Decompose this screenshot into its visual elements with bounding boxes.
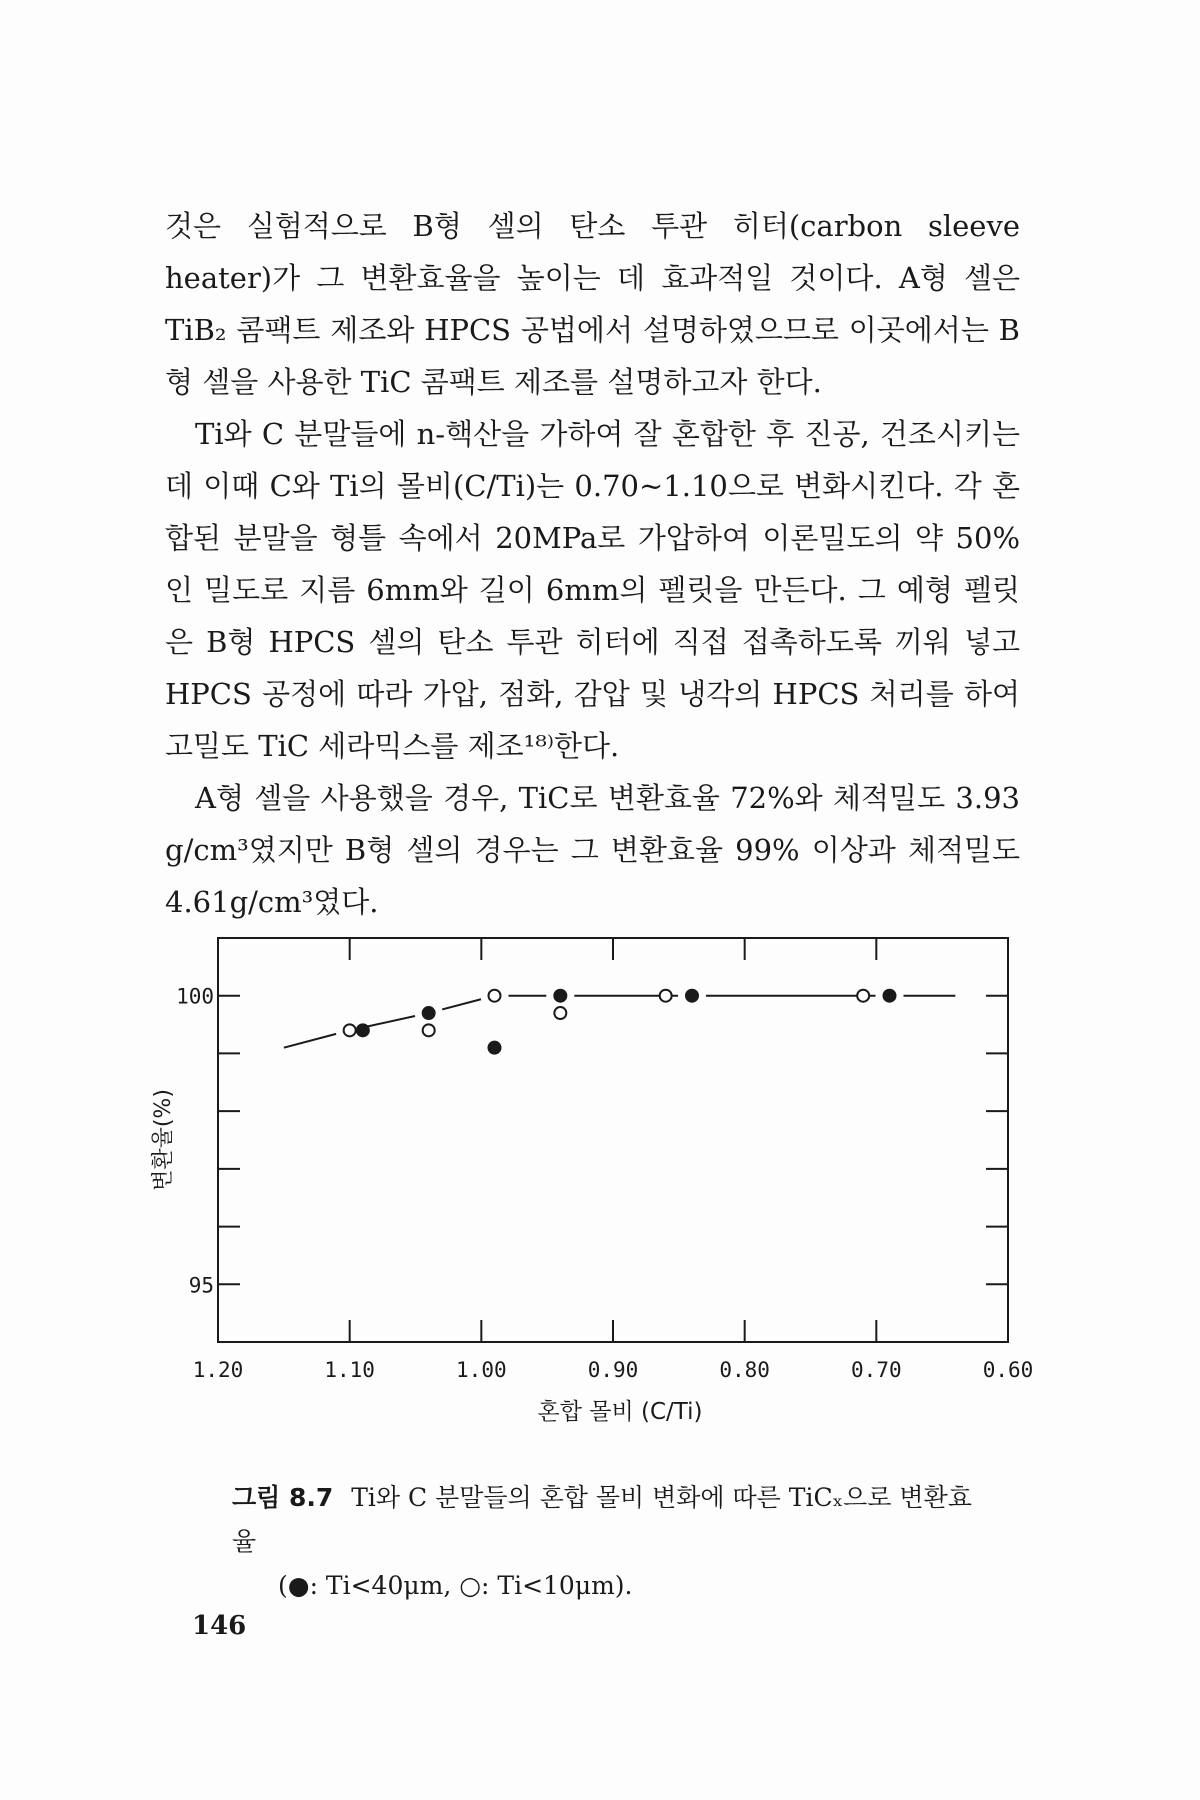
trend-segment (363, 1016, 415, 1027)
paragraph: 것은 실험적으로 B형 셀의 탄소 투관 히터(carbon sleeve heater)가 그 변환효율을 높이는 데 효과적일 것이다. A형 셀은 TiB₂ 콤팩트 제조와 HPCS 공법에서 설명하였으므로 이곳에서는 B형 셀을 사용한 TiC 콤팩트 제조를 설명하고자 한다. (165, 209, 1020, 399)
point-ti-lt-40um (423, 1007, 435, 1019)
x-tick-label: 0.90 (587, 1358, 639, 1382)
x-tick-label: 0.70 (851, 1358, 902, 1382)
point-ti-lt-10um (857, 990, 869, 1002)
data-points (344, 990, 896, 1054)
x-tick-label: 0.60 (982, 1358, 1034, 1382)
caption-label: 그림 8.7 (232, 1483, 334, 1512)
caption-legend: (●: Ti<40μm, ○: Ti<10μm). (278, 1571, 633, 1600)
point-ti-lt-10um (344, 1024, 356, 1036)
x-tick-label: 1.10 (324, 1358, 375, 1382)
trend-segment (442, 999, 481, 1009)
tick-labels (176, 985, 1033, 1382)
caption-text: Ti와 C 분말들의 혼합 몰비 변화에 따른 TiCₓ으로 변환효율 (232, 1483, 972, 1556)
point-ti-lt-40um (489, 1042, 501, 1054)
x-tick-label: 1.00 (456, 1358, 507, 1382)
point-ti-lt-10um (489, 990, 501, 1002)
point-ti-lt-10um (554, 1007, 566, 1019)
trend-line (284, 996, 956, 1048)
figure-caption (232, 1476, 992, 1608)
y-tick-label: 95 (188, 1273, 214, 1298)
y-tick-label: 100 (176, 984, 214, 1009)
x-tick-label: 1.20 (192, 1358, 244, 1382)
point-ti-lt-40um (357, 1024, 369, 1036)
x-tick-label: 0.80 (719, 1358, 770, 1382)
x-axis-label: 혼합 몰비 (C/Ti) (537, 1399, 703, 1425)
paragraph: A형 셀을 사용했을 경우, TiC로 변환효율 72%와 체적밀도 3.93 g/cm³였지만 B형 셀의 경우는 그 변환효율 99% 이상과 체적밀도 4.61g/cm³였다. (165, 781, 1020, 919)
trend-segment (284, 1034, 336, 1048)
point-ti-lt-40um (686, 990, 698, 1002)
point-ti-lt-40um (554, 990, 566, 1002)
point-ti-lt-10um (423, 1024, 435, 1036)
point-ti-lt-10um (660, 990, 672, 1002)
point-ti-lt-40um (884, 990, 896, 1002)
page-number: 146 (192, 1611, 247, 1641)
paragraph: Ti와 C 분말들에 n-핵산을 가하여 잘 혼합한 후 진공, 건조시키는 데 이때 C와 Ti의 몰비(C/Ti)는 0.70~1.10으로 변화시킨다. 각 혼합된 분말을 형틀 속에서 20MPa로 가압하여 이론밀도의 약 50%인 밀도로 지름 6mm와 길이 6mm의 펠릿을 만든다. 그 예형 펠릿은 B형 HPCS 셀의 탄소 투관 히터에 직접 접촉하도록 끼워 넣고 HPCS 공정에 따라 가압, 점화, 감압 및 냉각의 HPCS 처리를 하여 고밀도 TiC 세라믹스를 제조¹⁸⁾한다. (165, 417, 1020, 763)
y-axis-label: 변환율(%) (151, 1089, 176, 1191)
